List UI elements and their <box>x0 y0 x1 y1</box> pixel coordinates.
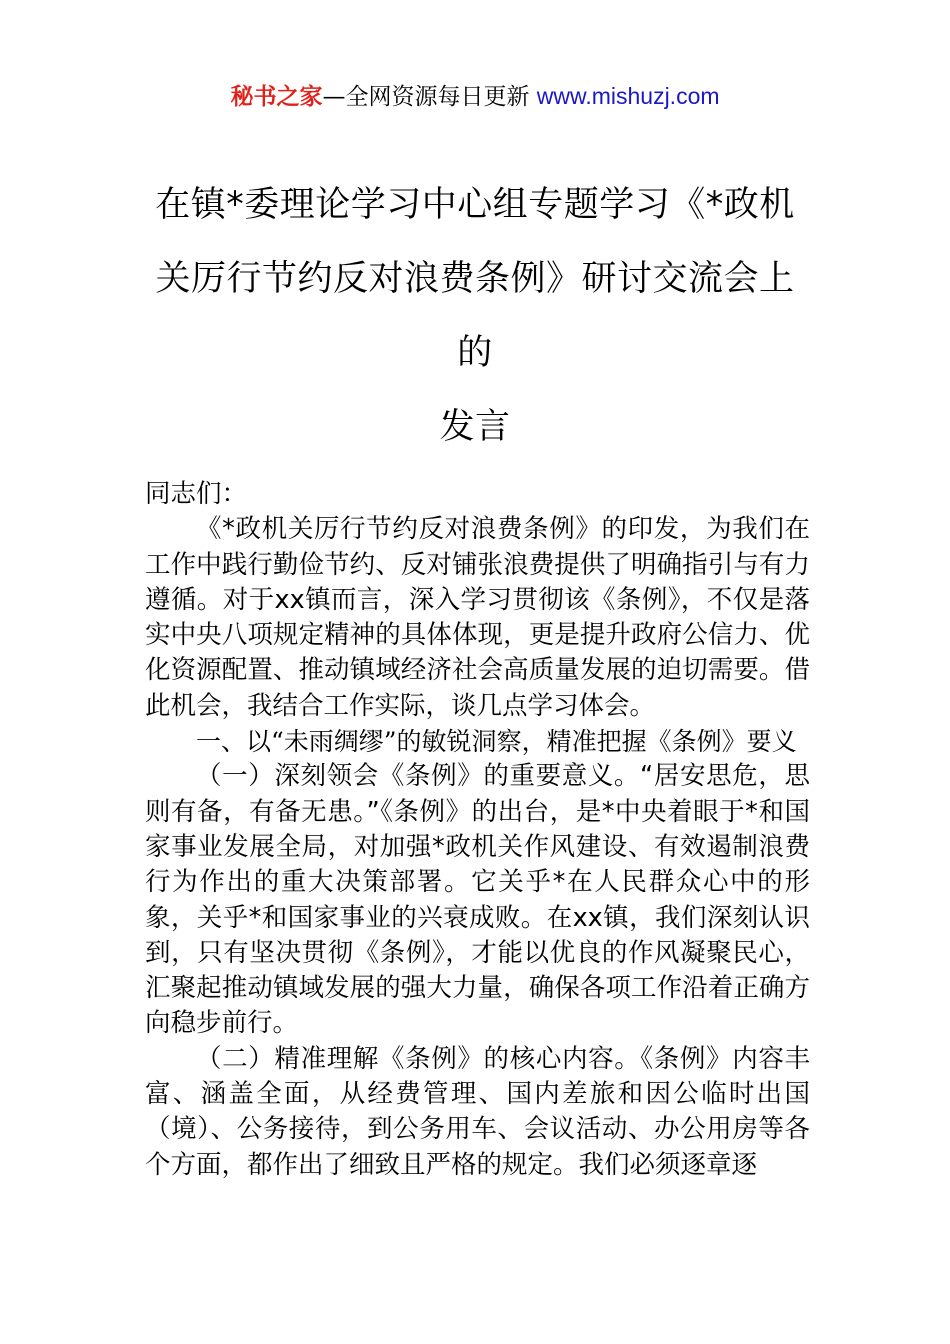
title-line: 的 <box>457 333 493 373</box>
body-paragraph: 《*政机关厉行节约反对浪费条例》的印发，为我们在工作中践行勤俭节约、反对铺张浪费提供了明确指引与有力遵循。对于xx镇而言，深入学习贯彻该《条例》，不仅是落实中央八项规定精神的具体体现，更是提升政府公信力、优化资源配置、推动镇域经济社会高质量发展的迫切需要。借此机会，我结合工作实际，谈几点学习体会。 <box>145 514 810 721</box>
body-paragraph: （二）精准理解《条例》的核心内容。《条例》内容丰富、涵盖全面，从经费管理、国内差旅和因公临时出国（境）、公务接待，到公务用车、会议活动、办公用房等各个方面，都作出了细致且严格的规定。我们必须逐章逐 <box>145 1043 810 1180</box>
body-paragraph: （一）深刻领会《条例》的重要意义。“居安思危，思则有备，有备无患。”《条例》的出台，是*中央着眼于*和国家事业发展全局，对加强*政机关作风建设、有效遏制浪费行为作出的重大决策部署。它关乎*在人民群众心中的形象，关乎*和国家事业的兴衰成败。在xx镇，我们深刻认识到，只有坚决贯彻《条例》，才能以优良的作风凝聚民心，汇聚起推动镇域发展的强大力量，确保各项工作沿着正确方向稳步前行。 <box>145 761 810 1039</box>
site-header <box>0 80 950 113</box>
brand-name: 秘书之家 <box>230 84 323 110</box>
salutation: 同志们： <box>145 479 248 509</box>
title-line: 关厉行节约反对浪费条例》研讨交流会上 <box>155 259 795 299</box>
section-heading: 一、以“未雨绸缪”的敏锐洞察，精准把握《条例》要义 <box>196 727 797 757</box>
document-body <box>145 477 810 1183</box>
document-title <box>145 168 805 464</box>
title-line: 发言 <box>439 407 511 447</box>
site-tagline: —全网资源每日更新 <box>322 84 537 110</box>
site-url-link[interactable]: www.mishuzj.com <box>536 83 720 109</box>
title-line: 在镇*委理论学习中心组专题学习《*政机 <box>155 185 795 225</box>
